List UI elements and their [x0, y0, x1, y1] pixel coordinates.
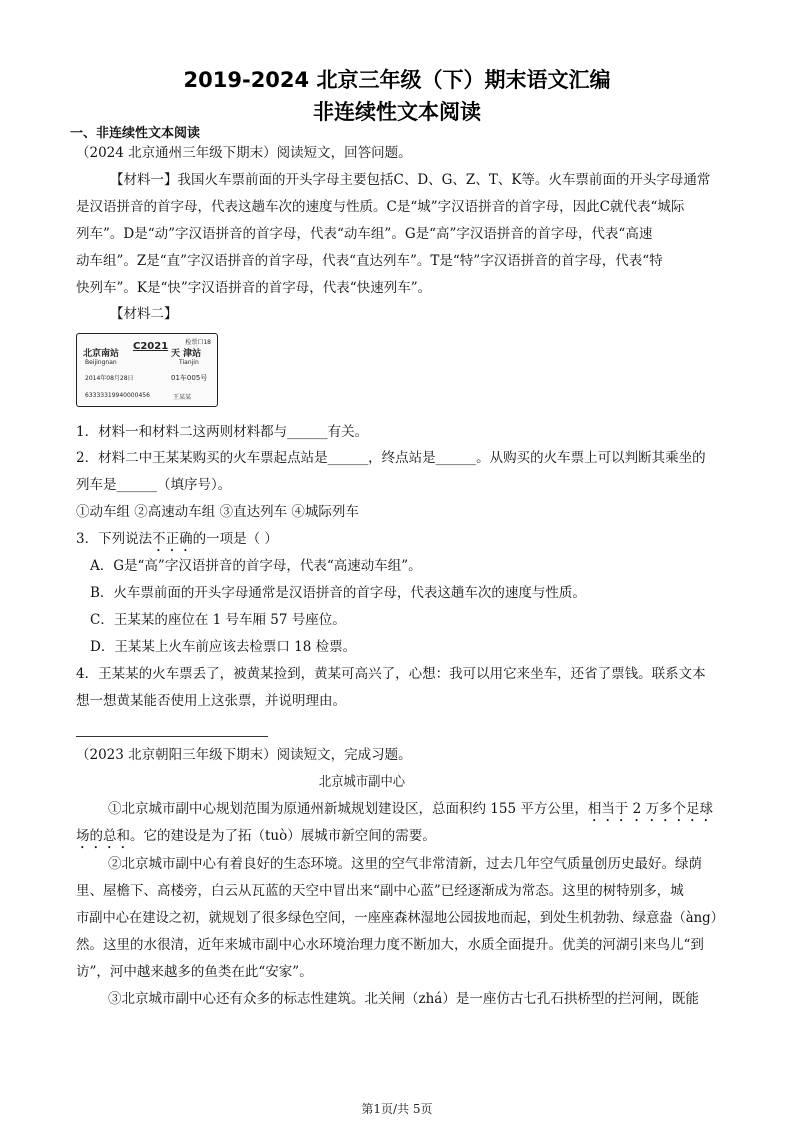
ticket-date: 2014年08月28日	[85, 375, 134, 382]
question-2-cont: 列车是______（填序号）。	[76, 477, 232, 493]
ticket-id: 63333319940000456	[85, 392, 150, 399]
option-c: C．王某某的座位在 1 号车厢 57 号座位。	[90, 612, 346, 628]
p1-emphasis-cont: 场的总和	[76, 828, 130, 844]
ticket-to-pinyin: Tianjin	[179, 359, 199, 366]
option-b: B．火车票前面的开头字母通常是汉语拼音的首字母，代表这趟车次的速度与性质。	[90, 585, 586, 601]
p1-text: ①北京城市副中心规划范围为原通州新城规划建设区，总面积约 155 平方公里，	[108, 801, 588, 817]
page-footer: 第1页/共 5页	[361, 1102, 433, 1116]
material1-line: 快列车”。K是“快”字汉语拼音的首字母，代表“快速列车”。	[76, 280, 432, 296]
question-2: 2．材料二中王某某购买的火车票起点站是______，终点站是______。从购买的火车票上可以判断其乘坐的	[76, 450, 706, 466]
train-ticket-image	[76, 333, 218, 407]
material1-line: 动车组”。Z是“直”字汉语拼音的首字母，代表“直达列车”。T是“特”字汉语拼音的首字母，代表“特	[76, 253, 663, 269]
question-1: 1．材料一和材料二这两则材料都与______有关。	[76, 424, 369, 440]
ticket-seat: 01车005号	[171, 374, 208, 382]
material1-line: 列车”。D是“动”字汉语拼音的首字母，代表“动车组”。G是“高”字汉语拼音的首字母，代表“高速	[76, 226, 653, 242]
material2-label: 【材料二】	[110, 306, 178, 322]
article-line: ②北京城市副中心有着良好的生态环境。这里的空气非常清新，过去几年空气质量创历史最好。绿荫	[108, 856, 702, 872]
ticket-name: 王某某	[173, 394, 192, 401]
ticket-from-pinyin: Beijingnan	[85, 359, 117, 366]
ticket-from: 北京南站	[83, 349, 120, 359]
section2-source: （2023 北京朝阳三年级下期末）阅读短文，完成习题。	[76, 747, 412, 763]
article-line: 访”，河中越来越多的鱼类在此“安家”。	[76, 964, 313, 980]
material1-line: 是汉语拼音的首字母，代表这趟车次的速度与性质。C是“城”字汉语拼音的首字母，因此C就代表“城际	[76, 199, 685, 215]
ticket-to: 天 津站	[171, 349, 202, 359]
article-line: 里、屋檐下、高楼旁，白云从瓦蓝的天空中冒出来“副中心蓝”已经逐渐成为常态。这里的树特别多，城	[76, 883, 684, 899]
article-paragraph-1	[108, 800, 713, 825]
article-title: 北京城市副中心	[318, 774, 406, 790]
article-line: 市副中心在建设之初，就规划了很多绿色空间，一座座森林湿地公园拔地而起，到处生机勃勃、绿意盎（àng）	[76, 910, 724, 926]
q3-prefix: 3．下列说法	[76, 531, 153, 547]
article-line: 然。这里的水很清，近年来城市副中心水环境治理力度不断加大，水质全面提升。优美的河湖引来鸟儿“到	[76, 937, 704, 953]
material1-line: 【材料一】我国火车票前面的开头字母主要包括C、D、G、Z、T、K等。火车票前面的开头字母通常	[110, 172, 711, 188]
article-line: ③北京城市副中心还有众多的标志性建筑。北关闸（zhá）是一座仿古七孔石拱桥型的拦河闸，既能	[108, 991, 699, 1007]
p1-emphasis: 相当于 2 万多个足球	[587, 801, 714, 817]
q3-emphasis: 不正确	[152, 531, 193, 547]
doc-title-line1: 2019-2024 北京三年级（下）期末语文汇编	[183, 68, 611, 92]
option-d: D．王某某上火车前应该去检票口 18 检票。	[90, 639, 357, 655]
ticket-train: C2021	[133, 341, 169, 352]
q3-suffix: 的一项是（ ）	[192, 531, 278, 547]
option-a: A．G是“高”字汉语拼音的首字母，代表“高速动车组”。	[90, 558, 422, 574]
question-4-cont: 想一想黄某能否使用上这张票，并说明理由。	[76, 693, 346, 709]
doc-title-line2: 非连续性文本阅读	[313, 100, 481, 124]
separator-line	[76, 736, 268, 737]
section1-source: （2024 北京通州三年级下期末）阅读短文，回答问题。	[76, 145, 412, 161]
article-paragraph-1-cont	[76, 827, 436, 852]
section-heading: 一、非连续性文本阅读	[70, 126, 201, 141]
question-3	[76, 530, 278, 555]
question-4: 4．王某某的火车票丢了，被黄某捡到，黄某可高兴了，心想：我可以用它来坐车，还省了票钱。联系文本	[76, 666, 706, 682]
question-2-choices: ①动车组 ②高速动车组 ③直达列车 ④城际列车	[76, 504, 359, 520]
p1-text-cont: 。它的建设是为了拓（tuò）展城市新空间的需要。	[130, 828, 436, 844]
ticket-check-gate: 检票口18	[185, 339, 211, 346]
